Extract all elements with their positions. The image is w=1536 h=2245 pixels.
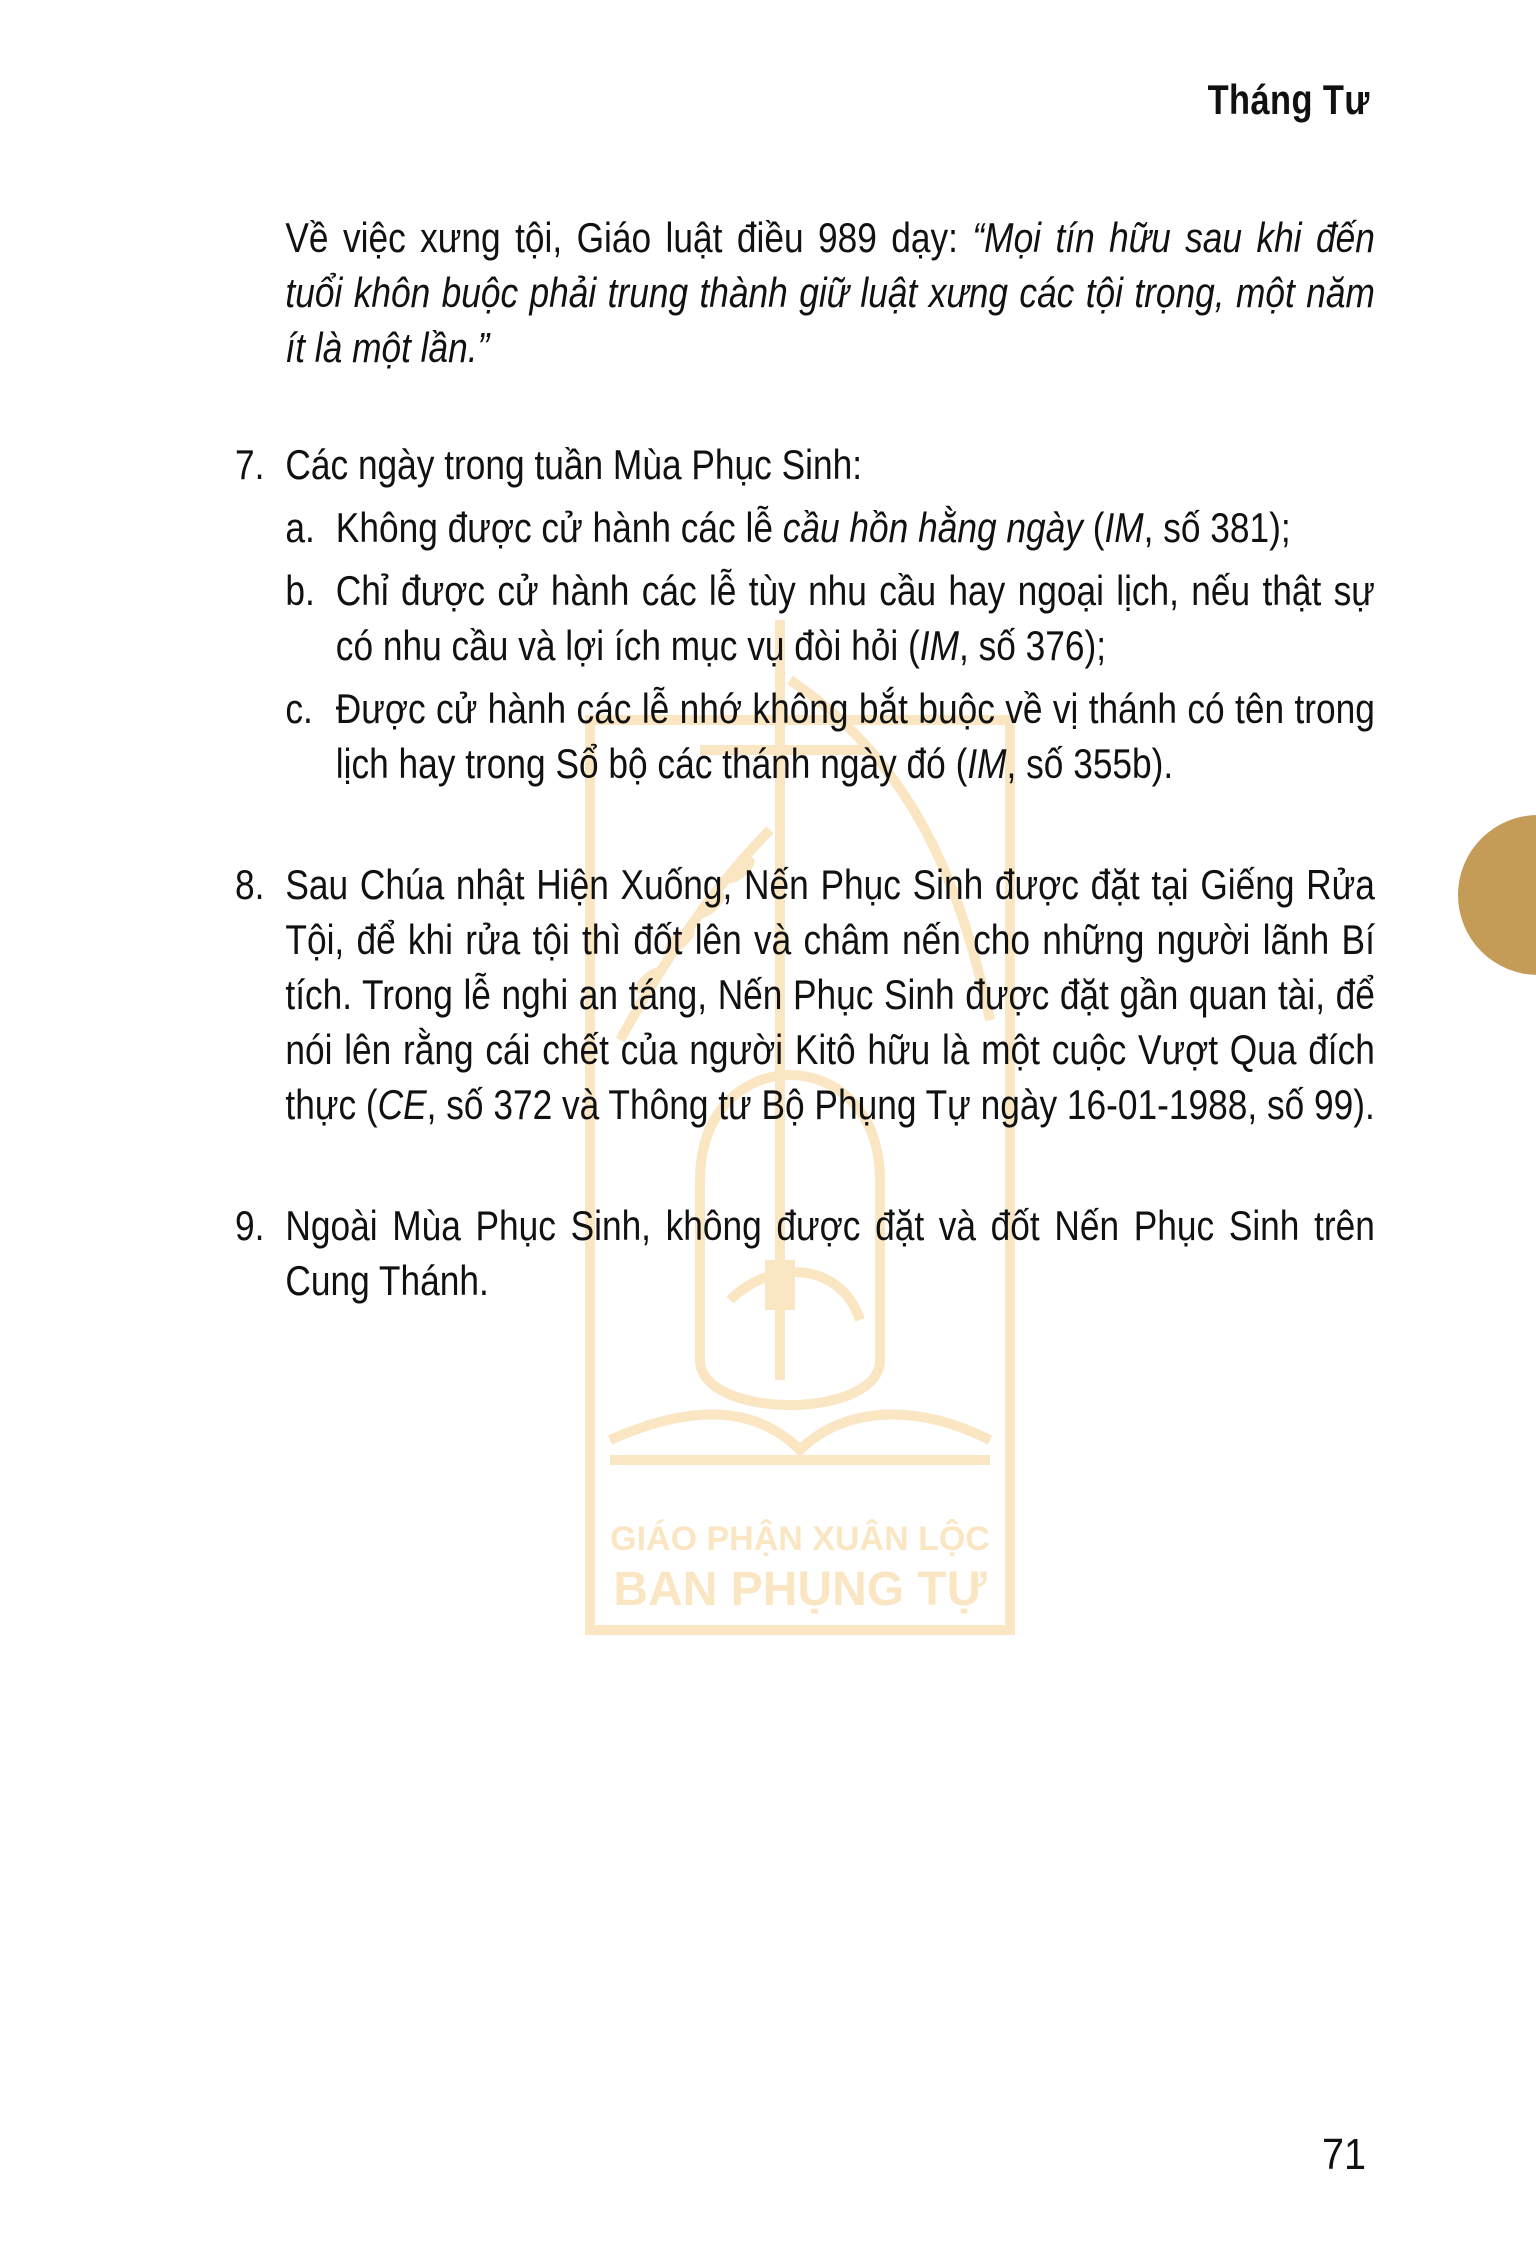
item-text: Ngoài Mùa Phục Sinh, không được đặt và đốt Nến Phục Sinh trên Cung Thánh. [285,1202,1375,1304]
page-content [235,210,1375,1308]
page-number: 71 [1322,2130,1367,2179]
canon-law-paragraph [285,210,1374,375]
sub-item-label: b. [285,567,315,614]
sub-item-c [285,681,1374,791]
list-item-7 [235,437,1375,791]
chapter-tab-marker [1458,815,1536,975]
list-item-9 [235,1198,1375,1308]
sub-item-text: Chỉ được cử hành các lễ tùy nhu cầu hay ngoại lịch, nếu thật sự có nhu cầu và lợi ích mục vụ đòi hỏi (IM, số 376); [335,567,1375,669]
sub-item-a [285,500,1374,555]
intro-quote: “Mọi tín hữu sau khi đến tuổi khôn buộc phải trung thành giữ luật xưng các tội trọng, một năm ít là một lần.” [285,214,1375,371]
sub-item-text: Không được cử hành các lễ cầu hồn hằng ngày (IM, số 381); [335,504,1291,551]
item-text: Các ngày trong tuần Mùa Phục Sinh: [285,441,862,488]
watermark-line-1: GIÁO PHẬN XUÂN LỘC [610,1520,990,1558]
sub-item-label: c. [285,685,313,732]
item-number: 7. [235,441,265,488]
item-number: 9. [235,1202,265,1249]
list-item-8 [235,857,1375,1132]
item-text: Sau Chúa nhật Hiện Xuống, Nến Phục Sinh được đặt tại Giếng Rửa Tội, để khi rửa tội thì đốt lên và châm nến cho những người lãnh Bí tích. Trong lễ nghi an táng, Nến Phục Sinh được đặt gần quan tài, để nói lên rằng cái chết của người Kitô hữu là một cuộc Vượt Qua đích thực (CE, số 372 và Thông tư Bộ Phụng Tự ngày 16-01-1988, số 99). [285,861,1375,1128]
running-header: Tháng Tư [1207,76,1370,123]
sub-item-label: a. [285,504,315,551]
item-number: 8. [235,861,265,908]
sub-item-text: Được cử hành các lễ nhớ không bắt buộc về vị thánh có tên trong lịch hay trong Sổ bộ các thánh ngày đó (IM, số 355b). [335,685,1375,787]
sub-item-b [285,563,1374,673]
watermark-line-2: BAN PHỤNG TỰ [613,1563,987,1616]
intro-text: Về việc xưng tội, Giáo luật điều 989 dạy: [285,214,973,261]
